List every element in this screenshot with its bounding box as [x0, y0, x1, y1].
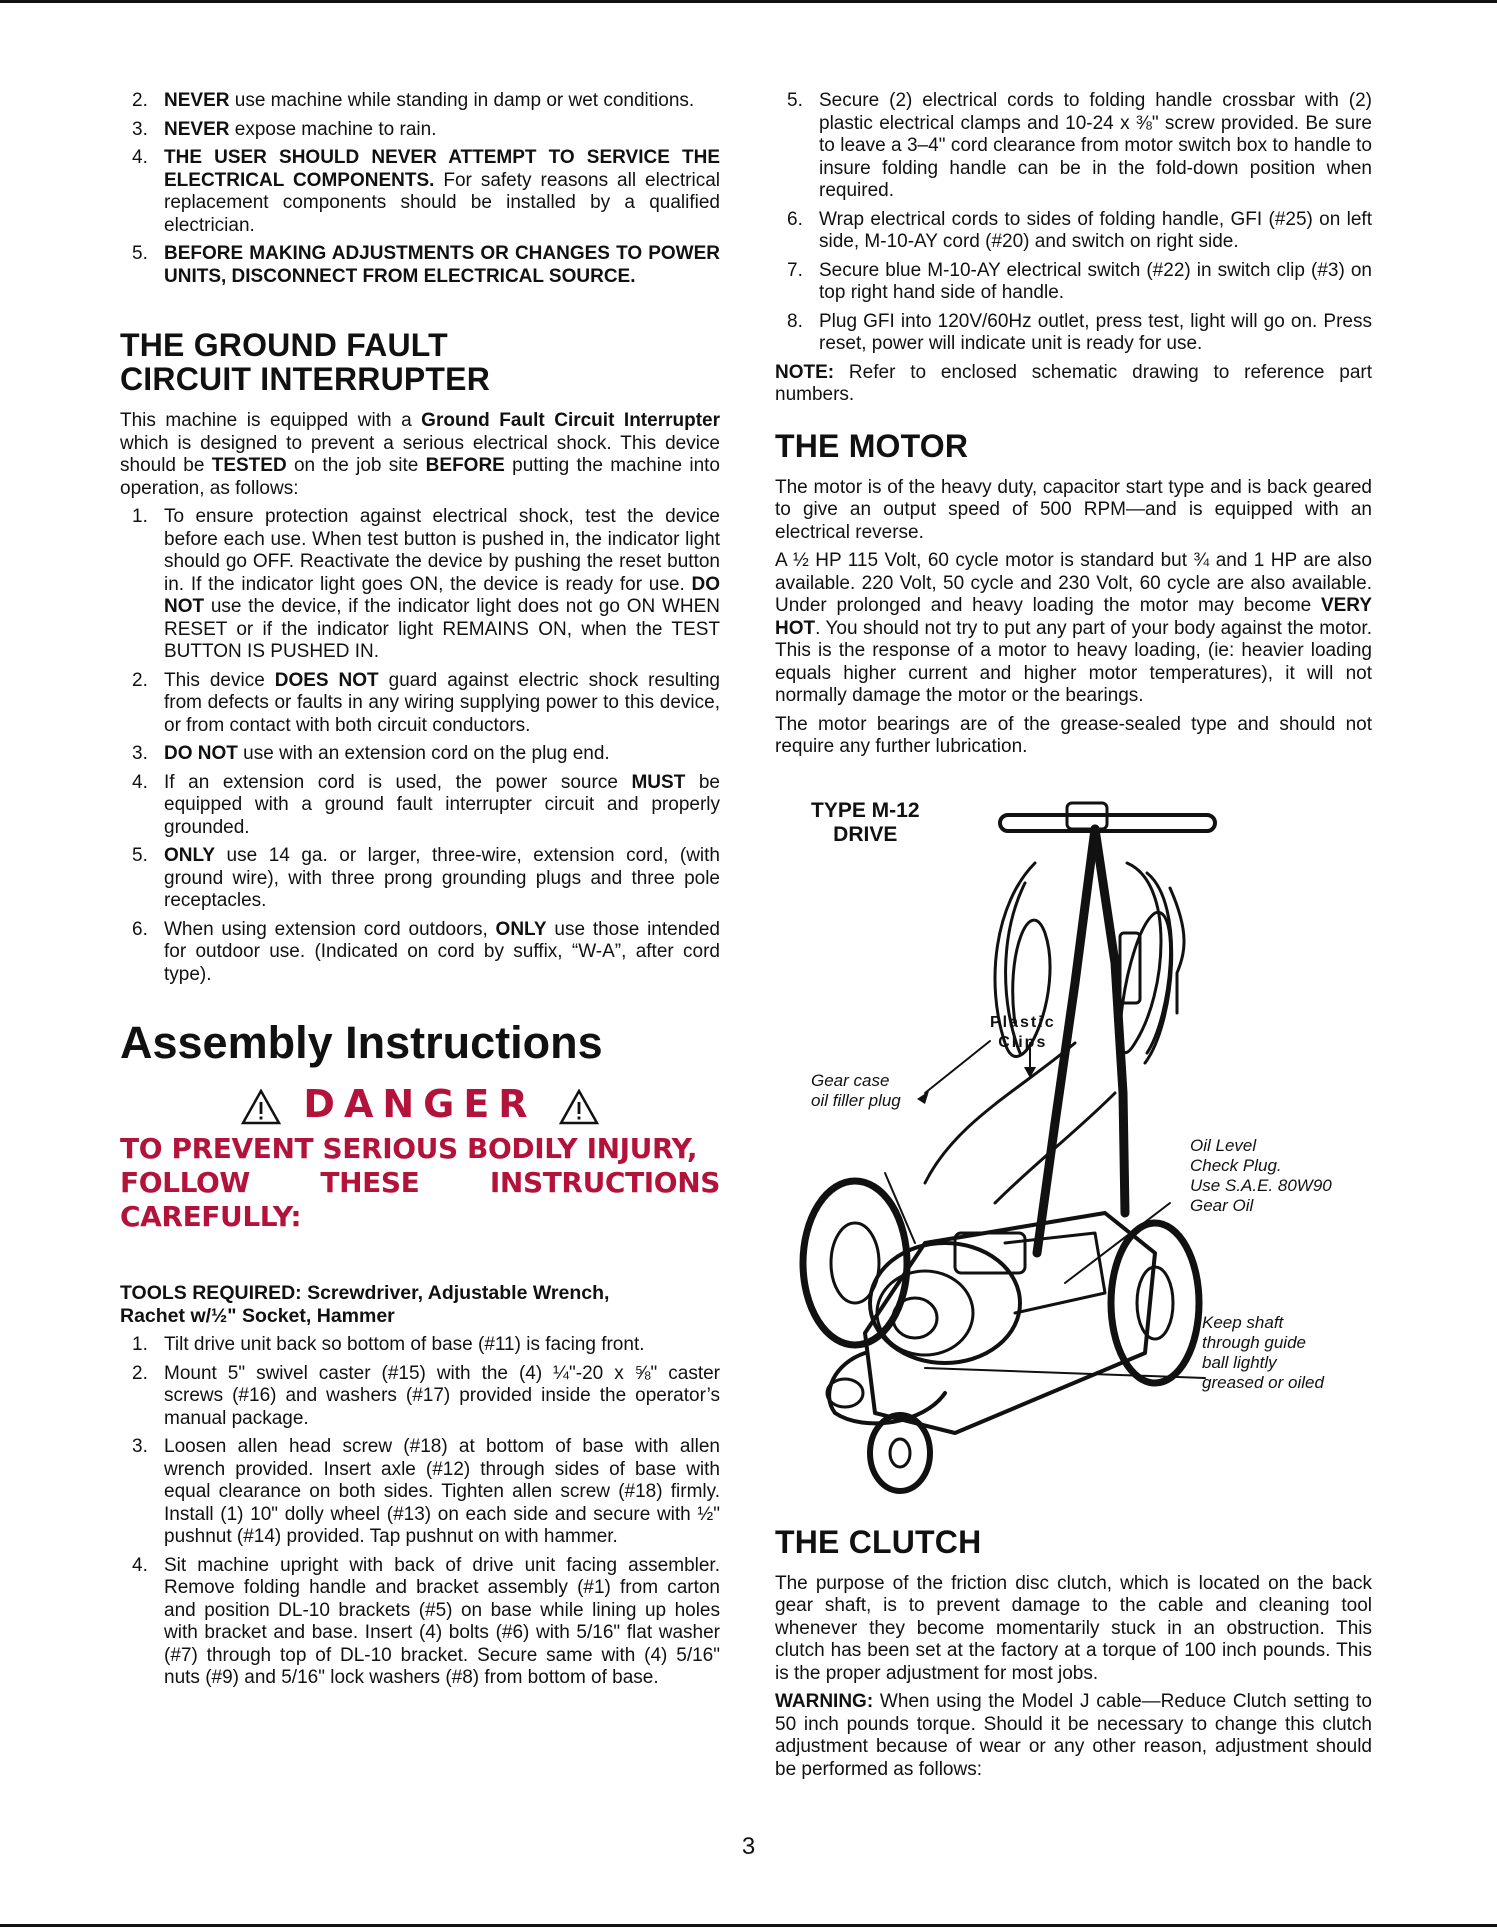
motor-paragraph-1: The motor is of the heavy duty, capacitor start type and is back geared to give an output speed of 500 RPM—and is equipped with an electrical reverse. [775, 476, 1372, 543]
electrical-step: 5. Secure (2) electrical cords to folding handle crossbar with (2) plastic electrical clamps and 10-24 x ⅜" screw provided. Be sure to leave a 3–4" cord clearance from motor switch box to handle to insure folding handle can be in the fold-down position when required. [787, 90, 1372, 201]
gfci-item: 6. When using extension cord outdoors, ONLY use those intended for outdoor use. (Indicated on cord by suffix, “W-A”, after cord type). [132, 918, 720, 985]
assembly-step: 3. Loosen allen head screw (#18) at bottom of base with allen wrench provided. Insert axle (#12) through sides of base with equal clearance on both sides. Tighten allen screw (#18) firmly. Install (1) 10" dolly wheel (#13) on each side and secure with ½" pushnut (#14) provided. Tap pushnut on with hammer. [132, 1436, 720, 1547]
gfci-item: 2. This device DOES NOT guard against electric shock resulting from defects or faults in any wiring supplying power to this device, or from contact with both circuit conductors. [132, 669, 720, 736]
safety-list [120, 90, 720, 288]
figure-title: TYPE M-12 DRIVE [811, 798, 920, 846]
note: NOTE: Refer to enclosed schematic drawing to reference part numbers. [775, 361, 1372, 405]
motor-paragraph-3: The motor bearings are of the grease-sealed type and should not require any further lubrication. [775, 713, 1372, 757]
page-number: 3 [741, 1833, 756, 1860]
bottom-border [0, 1924, 1497, 1927]
assembly-step: 4. Sit machine upright with back of drive unit facing assembler. Remove folding handle and bracket assembly (#1) from carton and position DL-10 brackets (#5) on base while lining up holes with bracket and base. Insert (4) bolts (#6) with 5/16" flat washer (#7) through top of DL-10 bracket. Secure same with (4) 5/16" nuts (#9) and 5/16" lock washers (#8) from bottom of base. [132, 1554, 720, 1688]
left-column [120, 90, 720, 1696]
danger-message-line2: FOLLOW THESE INSTRUCTIONS CAREFULLY: [120, 1166, 720, 1233]
assembly-heading: Assembly Instructions [120, 1017, 603, 1068]
danger-message-line1: TO PREVENT SERIOUS BODILY INJURY, [120, 1132, 698, 1165]
label-plastic-clips: Plastic Clips [990, 1013, 1056, 1051]
electrical-step: 6. Wrap electrical cords to sides of folding handle, GFI (#25) on left side, M-10-AY cord (#20) and switch on right side. [787, 208, 1372, 252]
tools-required: TOOLS REQUIRED: Screwdriver, Adjustable Wrench, Rachet w/½" Socket, Hammer [120, 1282, 610, 1327]
electrical-step: 7. Secure blue M-10-AY electrical switch (#22) in switch clip (#3) on top right hand side of handle. [787, 259, 1372, 303]
clutch-heading: THE CLUTCH [775, 1523, 982, 1560]
safety-item: 4. THE USER SHOULD NEVER ATTEMPT TO SERVICE THE ELECTRICAL COMPONENTS. For safety reasons all electrical replacement components should be installed by a qualified electrician. [132, 147, 720, 236]
clutch-paragraph: The purpose of the friction disc clutch, which is located on the back gear shaft, is to prevent damage to the cable and cleaning tool whenever they become momentarily stuck in an obstruction. This clutch has been set at the factory at a torque of 100 inch pounds. This is the proper adjustment for most jobs. [775, 1572, 1372, 1684]
electrical-list [775, 90, 1372, 356]
gfci-item: 1. To ensure protection against electrical shock, test the device before each use. When test button is pushed in, the indicator light should go OFF. Reactivate the device by pushing the reset button in. If the indicator light goes ON, the device is ready for use. DO NOT use the device, if the indicator light does not go ON WHEN RESET or if the indicator light REMAINS ON, when the TEST BUTTON IS PUSHED IN. [132, 506, 720, 662]
gfci-list [120, 506, 720, 986]
gfci-intro: This machine is equipped with a Ground Fault Circuit Interrupter which is designed to prevent a serious electrical shock. This device should be TESTED on the job site BEFORE putting the machine into operation, as follows: [120, 410, 720, 499]
gfci-heading: THE GROUND FAULT CIRCUIT INTERRUPTER [120, 327, 491, 397]
assembly-step: 1. Tilt drive unit back so bottom of base (#11) is facing front. [132, 1334, 645, 1355]
motor-paragraph-2: A ½ HP 115 Volt, 60 cycle motor is standard but ¾ and 1 HP are also available. 220 Volt, 50 cycle and 230 Volt, 60 cycle are also available. Under prolonged and heavy loading the motor may become VERY HOT. You should not try to put any part of your body against the motor. This is the response of a motor to heavy loading, (ie: heavier loading equals higher current and higher motor temperatures), it will not normally damage the motor or the bearings. [775, 550, 1372, 706]
assembly-step: 2. Mount 5" swivel caster (#15) with the (4) ¼"-20 x ⅝" caster screws (#16) and washers (#17) provided inside the operator’s manual package. [132, 1362, 720, 1429]
top-border [0, 0, 1497, 3]
label-gear-case: Gear case oil filler plug [811, 1070, 901, 1110]
assembly-list [120, 1334, 720, 1690]
label-oil-level: Oil Level Check Plug. Use S.A.E. 80W90 Gear Oil [1190, 1135, 1332, 1215]
motor-heading: THE MOTOR [775, 427, 969, 464]
safety-item: 5. BEFORE MAKING ADJUSTMENTS OR CHANGES TO POWER UNITS, DISCONNECT FROM ELECTRICAL SOURCE. [132, 243, 720, 287]
safety-item: 2. NEVER use machine while standing in damp or wet conditions. [132, 90, 695, 111]
gfci-item: 4. If an extension cord is used, the power source MUST be equipped with a ground fault interrupter circuit and properly grounded. [132, 771, 720, 838]
gfci-item: 5. ONLY use 14 ga. or larger, three-wire, extension cord, (with ground wire), with three prong grounding plugs and three pole receptacles. [132, 845, 720, 911]
safety-item: 3. NEVER expose machine to rain. [132, 118, 437, 140]
danger-word: DANGER [303, 1082, 537, 1126]
drive-illustration [775, 793, 1375, 1513]
right-column [775, 90, 1372, 1787]
gfci-item: 3. DO NOT use with an extension cord on the plug end. [132, 743, 610, 764]
label-keep-shaft: Keep shaft through guide ball lightly greased or oiled [1202, 1312, 1324, 1392]
danger-banner [120, 1082, 720, 1126]
electrical-step: 8. Plug GFI into 120V/60Hz outlet, press test, light will go on. Press reset, power will indicate unit is ready for use. [787, 310, 1372, 354]
clutch-warning: WARNING: When using the Model J cable—Reduce Clutch setting to 50 inch pounds torque. Should it be necessary to change this clutch adjustment because of wear or any other reason, adjustment should be performed as follows: [775, 1691, 1372, 1780]
warning-triangle-icon [559, 1089, 599, 1125]
warning-triangle-icon [241, 1089, 281, 1125]
